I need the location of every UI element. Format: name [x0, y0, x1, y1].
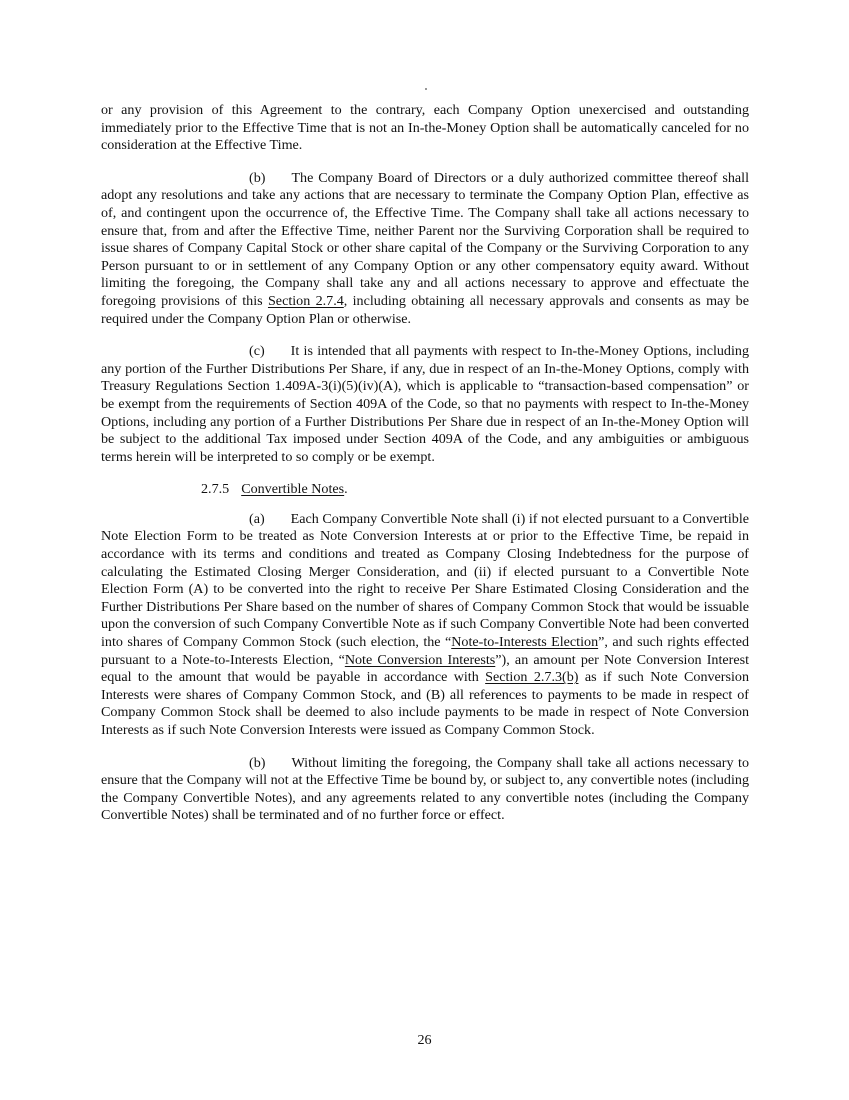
section-heading: 2.7.5 Convertible Notes. [201, 481, 348, 498]
clause-label: (a) [249, 510, 265, 527]
clause-label: (b) [249, 754, 266, 771]
paragraph-continuation: or any provision of this Agreement to the contrary, each Company Option unexercised and outstanding immediately prior to the Effective Time that is not an In-the-Money Option shall be automatically canceled for no consideration at the Effective Time. [101, 102, 749, 154]
defined-term: Note Conversion Interests [344, 651, 496, 668]
section-title: Convertible Notes [241, 481, 345, 498]
section-reference-link: Section 2.7.3(b) [485, 669, 579, 686]
section-reference-link: Section 2.7.4 [267, 292, 344, 309]
page-number: 26 [417, 1032, 432, 1048]
clause-label: (b) [249, 169, 266, 186]
section-number: 2.7.5 [201, 481, 230, 498]
paragraph-b-option-plan: (b) The Company Board of Directors or a duly authorized committee thereof shall adopt any resolutions and take any actions that are necessary to terminate the Company Option Plan, effective as of, and contingent upon the occurrence of, the Effective Time. The Company shall take all actions necessary to ensure that, from and after the Effective Time, neither Parent nor the Surviving Corporation shall be required to issue shares of Company Capital Stock or other share capital of the Company or the Surviving Corporation to any Person pursuant to or in settlement of any Company Option or any other compensatory equity award. Without limiting the foregoing, the Company shall take any and all actions necessary to approve and effectuate the foregoing provisions of this Section 2.7.4, including obtaining all necessary approvals and consents as may be required under the Company Option Plan or otherwise. [101, 169, 749, 327]
clause-label: (c) [249, 343, 265, 360]
defined-term: Note-to-Interests Election [451, 634, 599, 651]
paragraph-b-termination: (b) Without limiting the foregoing, the Company shall take all actions necessary to ensure that the Company will not at the Effective Time be bound by, or subject to, any convertible notes (including the Company Convertible Notes), and any agreements related to any convertible notes (including the Company Convertible Notes) shall be terminated and of no further force or effect. [101, 754, 749, 824]
paragraph-c-409a: (c) It is intended that all payments with respect to In-the-Money Options, including any portion of the Further Distributions Per Share, if any, due in respect of an In-the-Money Options, comply with Treasury Regulations Section 1.409A-3(i)(5)(iv)(A), which is applicable to “transaction-based compensation” or be exempt from the requirements of Section 409A of the Code, so that no payments with respect to In-the-Money Options, including any portion of a Further Distributions Per Share due in respect of an In-the-Money Option will be subject to the additional Tax imposed under Section 409A of the Code, and any ambiguities or ambiguous terms herein will be interpreted to so comply or be exempt. [101, 343, 749, 465]
paragraph-a-convertible-notes: (a) Each Company Convertible Note shall (i) if not elected pursuant to a Convertible Note Election Form to be treated as Note Conversion Interests at or prior to the Effective Time, be repaid in accordance with its terms and conditions and treated as Company Closing Indebtedness for the purpose of calculating the Estimated Closing Merger Consideration, and (ii) if elected pursuant to a Convertible Note Election Form (A) to be converted into the right to receive Per Share Estimated Closing Consideration and the Further Distributions Per Share based on the number of shares of Company Common Stock that would be issuable upon the conversion of such Company Convertible Note as if such Company Convertible Note had been converted into shares of Company Common Stock (such election, the “Note-to-Interests Election”, and such rights effected pursuant to a Note-to-Interests Election, “Note Conversion Interests”), an amount per Note Conversion Interest equal to the amount that would be payable in accordance with Section 2.7.3(b) as if such Note Conversion Interests were shares of Company Common Stock, and (B) all references to payments to be made in respect of Company Common Stock shall be deemed to also include payments to be made in respect of Note Conversion Interests as if such Note Conversion Interests were issued as Company Common Stock. [101, 510, 750, 738]
document-body [101, 102, 749, 840]
scan-speck [425, 88, 427, 90]
